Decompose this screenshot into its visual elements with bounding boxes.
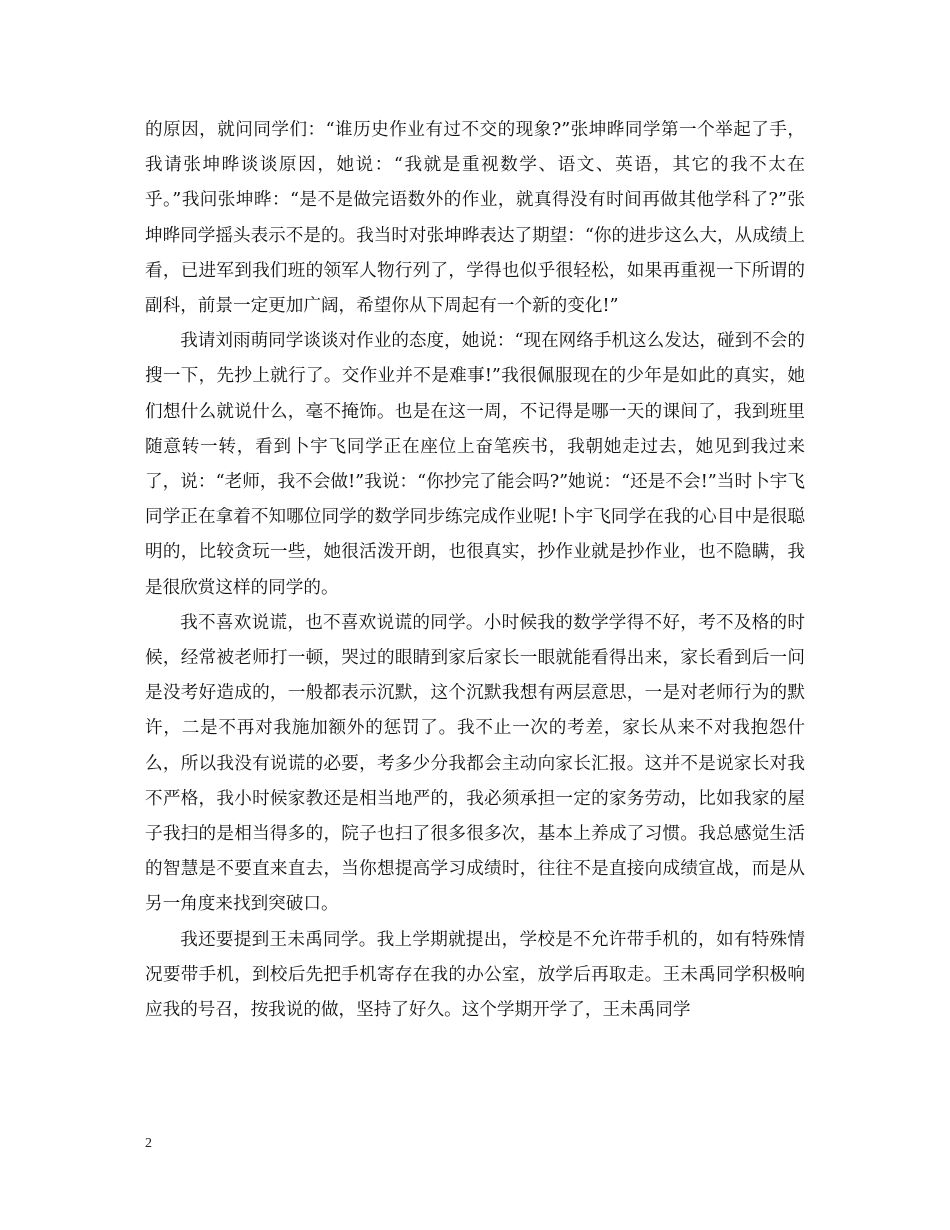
paragraph: 我请刘雨萌同学谈谈对作业的态度，她说：“现在网络手机这么发达，碰到不会的搜一下，先抄上就行了。交作业并不是难事!”我很佩服现在的少年是如此的真实，她们想什么就说什么，毫不掩饰。也是在这一周，不记得是哪一天的课间了，我到班里随意转一转，看到卜宇飞同学正在座位上奋笔疾书，我朝她走过去，她见到我过来了，说：“老师，我不会做!”我说：“你抄完了能会吗?”她说：“还是不会!”当时卜宇飞同学正在拿着不知哪位同学的数学同步练完成作业呢!卜宇飞同学在我的心目中是很聪明的，比较贪玩一些，她很活泼开朗，也很真实，抄作业就是抄作业，也不隐瞒，我是很欣赏这样的同学的。 <box>145 331 805 598</box>
page-number: 2 <box>145 1136 152 1151</box>
paragraph: 我不喜欢说谎，也不喜欢说谎的同学。小时候我的数学学得不好，考不及格的时候，经常被老师打一顿，哭过的眼睛到家后家长一眼就能看得出来，家长看到后一问是没考好造成的，一般都表示沉默，这个沉默我想有两层意思，一是对老师行为的默许，二是不再对我施加额外的惩罚了。我不止一次的考差，家长从来不对我抱怨什么，所以我没有说谎的必要，考多少分我都会主动向家长汇报。这并不是说家长对我不严格，我小时候家教还是相当地严的，我必须承担一定的家务劳动，比如我家的屋子我扫的是相当得多的，院子也扫了很多很多次，基本上养成了习惯。我总感觉生活的智慧是不要直来直去，当你想提高学习成绩时，往往不是直接向成绩宣战，而是从另一角度来找到突破口。 <box>145 612 805 915</box>
paragraph: 的原因，就问同学们：“谁历史作业有过不交的现象?”张坤晔同学第一个举起了手，我请张坤晔谈谈原因，她说：“我就是重视数学、语文、英语，其它的我不太在乎。”我问张坤晔：“是不是做完语数外的作业，就真得没有时间再做其他学科了?”张坤晔同学摇头表示不是的。我当时对张坤晔表达了期望：“你的进步这么大，从成绩上看，已进军到我们班的领军人物行列了，学得也似乎很轻松，如果再重视一下所谓的副科，前景一定更加广阔，希望你从下周起有一个新的变化!” <box>145 120 805 317</box>
paragraph: 我还要提到王未禹同学。我上学期就提出，学校是不允许带手机的，如有特殊情况要带手机，到校后先把手机寄存在我的办公室，放学后再取走。王未禹同学积极响应我的号召，按我说的做，坚持了好久。这个学期开学了，王未禹同学 <box>145 929 805 1021</box>
body-text <box>145 113 805 1028</box>
